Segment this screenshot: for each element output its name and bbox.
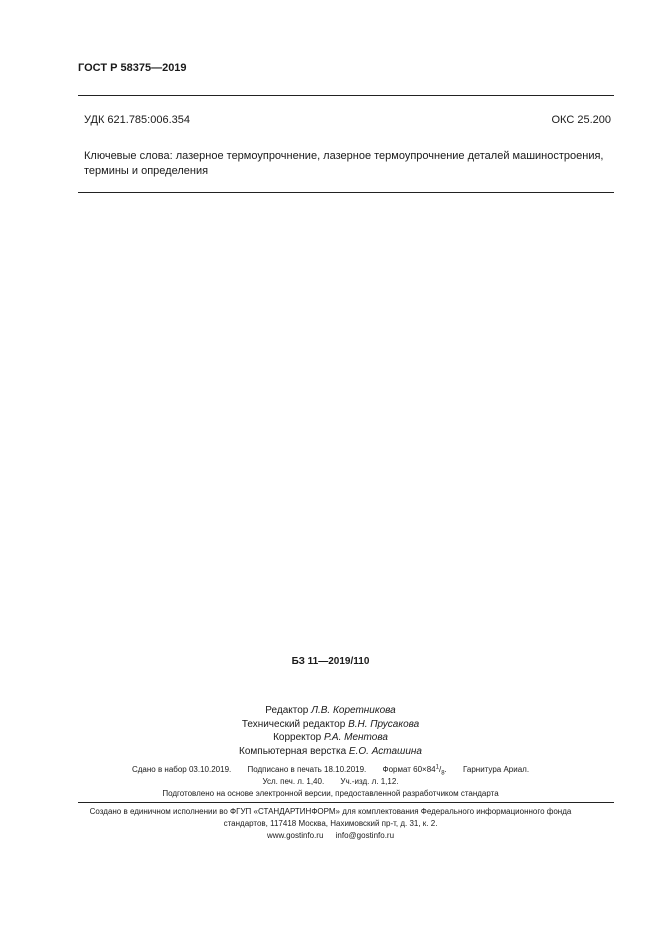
signed-date: Подписано в печать 18.10.2019. (247, 765, 367, 774)
credit-role: Редактор (265, 705, 309, 716)
bz-number: БЗ 11—2019/110 (291, 656, 370, 667)
oks-code: ОКС 25.200 (551, 114, 611, 126)
credits-block (0, 704, 661, 758)
website-link[interactable]: www.gostinfo.ru (266, 831, 324, 840)
prepared-note: Подготовлено на основе электронной версии, предоставленной разработчиком стандарта (162, 789, 499, 798)
email-link[interactable]: info@gostinfo.ru (335, 831, 395, 840)
footer-contacts (0, 830, 661, 842)
print-line (0, 788, 661, 800)
footer-address: стандартов, 117418 Москва, Нахимовский пр-т, д. 31, к. 2. (223, 819, 438, 828)
credit-line (0, 731, 661, 745)
print-line (0, 776, 661, 788)
credit-role: Компьютерная верстка (239, 745, 347, 757)
print-info (0, 764, 661, 800)
typeface: Гарнитура Ариал. (463, 765, 530, 774)
publication-sheets: Уч.-изд. л. 1,12. (340, 777, 399, 786)
bottom-divider (78, 192, 614, 193)
footer (0, 806, 661, 842)
print-line (0, 764, 661, 776)
credit-name: Е.О. Асташина (348, 745, 422, 757)
footer-line: Создано в единичном исполнении во ФГУП «СТАНДАРТИНФОРМ» для комплектования Федерального информационного фонда (89, 807, 572, 816)
footer-divider (78, 802, 614, 803)
credit-name: В.Н. Прусакова (348, 718, 420, 730)
credit-name: Р.А. Ментова (324, 732, 388, 743)
credit-role: Технический редактор (241, 718, 346, 730)
print-sheets: Усл. печ. л. 1,40. (262, 777, 325, 786)
submitted-date: Сдано в набор 03.10.2019. (131, 765, 232, 774)
credit-name: Л.В. Коретникова (311, 705, 396, 716)
credit-line (0, 718, 661, 732)
udc-code: УДК 621.785:006.354 (84, 114, 190, 126)
format: Формат $60\times 84^1/_8$. (382, 764, 447, 777)
top-divider (78, 95, 614, 96)
credit-line (0, 704, 661, 718)
standard-code: ГОСТ Р 58375—2019 (78, 62, 187, 74)
keywords: Ключевые слова: лазерное термоупрочнение, лазерное термоупрочнение деталей машиностроения, термины и определения (84, 150, 604, 177)
credit-role: Корректор (273, 732, 322, 743)
credit-line (0, 745, 661, 759)
